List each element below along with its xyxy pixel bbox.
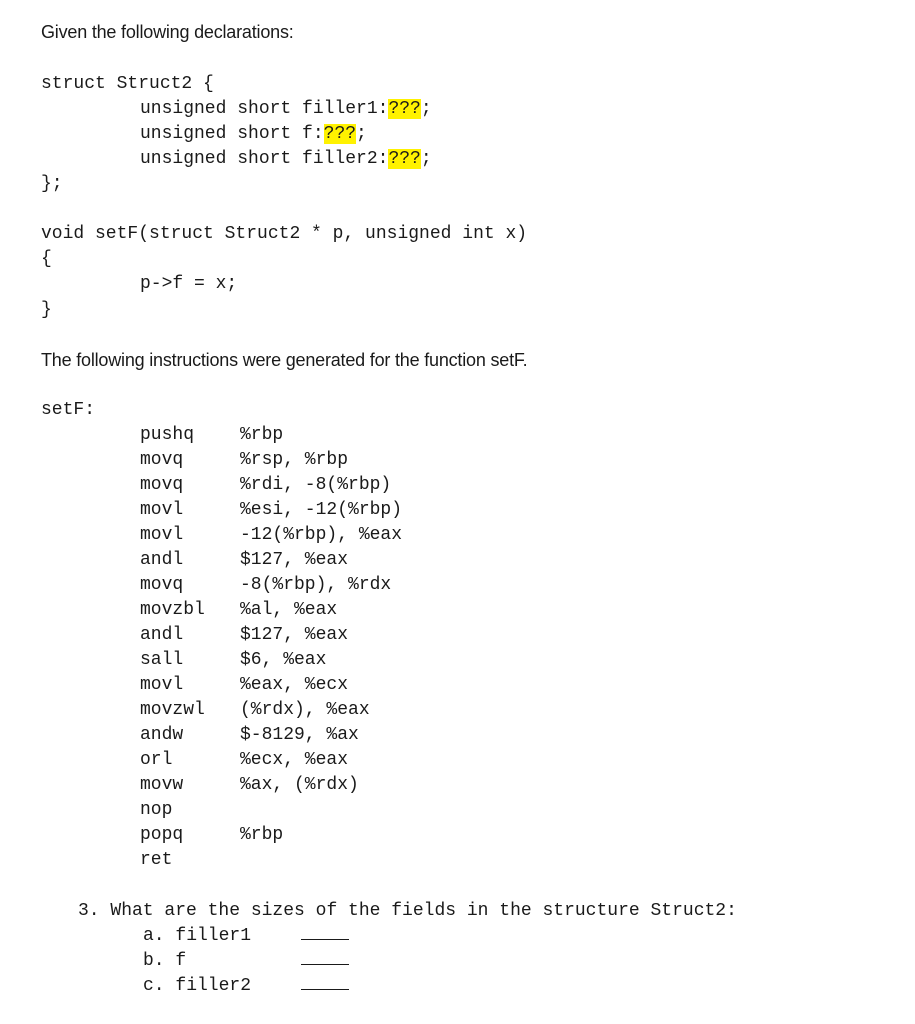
instruction-list [140,423,402,873]
opcode: movzbl [140,600,205,620]
operands: (%rdx), %eax [240,700,370,720]
operands: $127, %eax [240,625,349,645]
answer-blank[interactable] [301,975,349,990]
instruction-row [140,673,402,698]
instruction-row [140,573,402,598]
function-open-brace: { [41,249,52,269]
operands: %ax, (%rdx) [240,775,359,795]
instruction-row [140,498,402,523]
answer-label: b. f [143,951,187,971]
operands: $127, %eax [240,550,349,570]
instruction-row [140,823,402,848]
answer-item-f [143,949,349,974]
struct-field-filler1 [140,97,432,122]
instruction-row [140,748,402,773]
instruction-row [140,848,402,873]
opcode: nop [140,800,173,820]
opcode: pushq [140,425,195,445]
instruction-row [140,548,402,573]
opcode: movzwl [140,700,205,720]
operands: %al, %eax [240,600,338,620]
instruction-row [140,798,402,823]
unknown-size-placeholder: ??? [323,124,357,144]
operands: $-8129, %ax [240,725,359,745]
field-terminator: ; [420,99,432,119]
instruction-row [140,423,402,448]
opcode: movl [140,525,184,545]
opcode: movq [140,575,184,595]
instruction-row [140,648,402,673]
operands: %esi, -12(%rbp) [240,500,403,520]
instruction-row [140,623,402,648]
field-terminator: ; [356,124,367,144]
opcode: sall [140,650,184,670]
answer-label: c. filler2 [143,976,252,996]
instruction-row [140,773,402,798]
opcode: andl [140,625,184,645]
field-decl: unsigned short f: [140,124,324,144]
answer-item-filler1 [143,924,349,949]
asm-heading: The following instructions were generated for the function setF. [41,350,528,370]
struct-field-filler2 [140,147,432,172]
opcode: movl [140,675,184,695]
operands: $6, %eax [240,650,327,670]
struct-open: struct Struct2 { [41,74,214,94]
opcode: movq [140,475,184,495]
struct-close: }; [41,174,63,194]
operands: %rsp, %rbp [240,450,349,470]
instruction-row [140,473,402,498]
unknown-size-placeholder: ??? [388,149,421,169]
function-close-brace: } [41,300,52,320]
operands: %ecx, %eax [240,750,349,770]
field-terminator: ; [420,149,432,169]
unknown-size-placeholder: ??? [388,99,421,119]
instruction-row [140,698,402,723]
field-decl: unsigned short filler2: [140,149,389,169]
function-body: p->f = x; [140,274,238,294]
opcode: ret [140,850,173,870]
answer-blank[interactable] [301,950,349,965]
asm-label: setF: [41,400,96,420]
opcode: movl [140,500,184,520]
question-text: 3. What are the sizes of the fields in the structure Struct2: [78,901,737,921]
operands: %rbp [240,425,284,445]
instruction-row [140,723,402,748]
intro-heading: Given the following declarations: [41,22,294,42]
operands: -8(%rbp), %rdx [240,575,392,595]
operands: %rbp [240,825,284,845]
operands: %rdi, -8(%rbp) [240,475,392,495]
opcode: andl [140,550,184,570]
opcode: orl [140,750,173,770]
instruction-row [140,448,402,473]
instruction-row [140,598,402,623]
answer-label: a. filler1 [143,926,252,946]
field-decl: unsigned short filler1: [140,99,389,119]
instruction-row [140,523,402,548]
opcode: andw [140,725,184,745]
opcode: movq [140,450,184,470]
operands: -12(%rbp), %eax [240,525,403,545]
function-signature: void setF(struct Struct2 * p, unsigned int x) [41,224,528,244]
operands: %eax, %ecx [240,675,349,695]
answer-blank[interactable] [301,925,349,940]
opcode: movw [140,775,184,795]
opcode: popq [140,825,184,845]
struct-field-f [140,122,367,147]
answer-item-filler2 [143,974,349,999]
